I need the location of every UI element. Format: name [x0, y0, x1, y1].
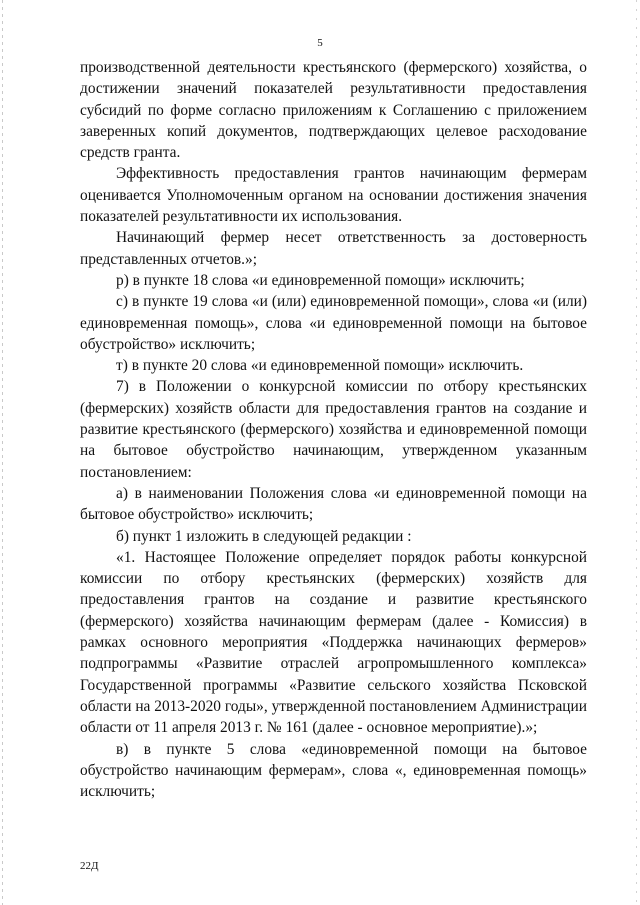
- paragraph-quoted-clause-1: «1. Настоящее Положение определяет порядок работы конкурсной комиссии по отбору крестьянских (фермерских) хозяйств для предоставления грантов на создание и развитие крестьянского (фермерского) хозяйства начинающим фермерам (далее - Комиссия) в рамках основного мероприятия «Поддержка начинающих фермеров» подпрограммы «Развитие отраслей агропромышленного комплекса» Государственной программы «Развитие сельского хозяйства Псковской области на 2013-2020 годы», утвержденной постановлением Администрации области от 11 апреля 2013 г. № 161 (далее - основное мероприятие).»;: [80, 548, 587, 737]
- paragraph-efficiency: Эффективность предоставления грантов начинающим фермерам оценивается Уполномоченным органом на основании достижения значения показателей результативности их использования.: [80, 165, 587, 226]
- paragraph-item-7: 7) в Положении о конкурсной комиссии по отбору крестьянских (фермерских) хозяйств области для предоставления грантов на создание и развитие крестьянского (фермерского) хозяйства и единовременной помощи на бытовое обустройство начинающим, утвержденном указанным постановлением:: [80, 378, 587, 481]
- paragraph-responsibility: Начинающий фермер несет ответственность за достоверность представленных отчетов.»;: [80, 229, 587, 268]
- paragraph-continuation: производственной деятельности крестьянского (фермерского) хозяйства, о достижении значений показателей результативности предоставления субсидий по форме согласно приложениям к Соглашению с приложением заверенных копий документов, подтверждающих целевое расходование средств гранта.: [80, 59, 587, 162]
- scan-edge-left: [2, 0, 3, 905]
- footer-code: 22Д: [80, 860, 99, 872]
- paragraph-item-v: в) в пункте 5 слова «единовременной помощи на бытовое обустройство начинающим фермерам», слова «, единовременная помощь» исключить;: [80, 740, 587, 801]
- paragraph-item-t: т) в пункте 20 слова «и единовременной помощи» исключить.: [116, 357, 524, 375]
- page-number: 5: [317, 37, 323, 49]
- scan-edge-right: [636, 0, 637, 905]
- document-body: [80, 57, 587, 802]
- paragraph-item-s: с) в пункте 19 слова «и (или) единовременной помощи», слова «и (или) единовременная помощь», слова «и единовременной помощи на бытовое обустройство» исключить;: [80, 293, 587, 353]
- paragraph-item-r: р) в пункте 18 слова «и единовременной помощи» исключить;: [116, 271, 525, 289]
- paragraph-item-a: а) в наименовании Положения слова «и единовременной помощи на бытовое обустройство» исключить;: [80, 484, 587, 524]
- paragraph-item-b: б) пункт 1 изложить в следующей редакции :: [116, 527, 412, 545]
